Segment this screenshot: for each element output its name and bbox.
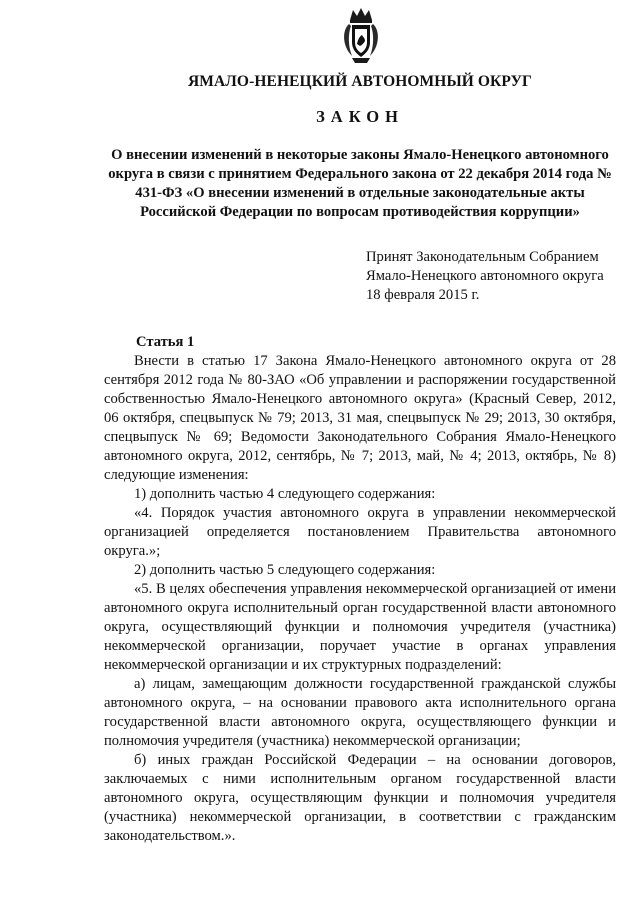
article-heading: Статья 1	[136, 334, 195, 350]
adoption-line-1: Принят Законодательным Собранием	[366, 249, 599, 265]
article-paragraph: «4. Порядок участия автономного округа в управлении некоммерческой организацией определяется постановлением Правительства автономного округа.»;	[104, 505, 616, 559]
adoption-date: 18 февраля 2015 г.	[366, 287, 480, 303]
article-paragraph: 2) дополнить частью 5 следующего содержания:	[134, 562, 436, 578]
article-body	[104, 352, 616, 846]
coat-of-arms-icon	[340, 6, 382, 64]
law-title: О внесении изменений в некоторые законы Ямало-Ненецкого автономного округа в связи с принятием Федерального закона от 22 декабря 2014 года № 431-ФЗ «О внесении изменений в отдельные законодательные акты Российской Федерации по вопросам противодействия коррупции»	[108, 147, 612, 220]
adoption-line-2: Ямало-Ненецкого автономного округа	[366, 268, 604, 284]
article-paragraph: 1) дополнить частью 4 следующего содержания:	[134, 486, 436, 502]
article-paragraph: Внести в статью 17 Закона Ямало-Ненецкого автономного округа от 28 сентября 2012 года № 80-ЗАО «Об управлении и распоряжении государственной собственностью Ямало-Ненецкого автономного округа» (Красный Север, 2012, 06 октября, спецвыпуск № 79; 2013, 31 мая, спецвыпуск № 29; 2013, 30 октября, спецвыпуск № 69; Ведомости Законодательного Собрания Ямало-Ненецкого автономного округа, 2012, сентябрь, № 7; 2013, май, № 4; 2013, октябрь, № 8) следующие изменения:	[104, 353, 616, 483]
document-type: ЗАКОН	[316, 107, 404, 126]
article-paragraph: а) лицам, замещающим должности государственной гражданской службы автономного округа, – на основании правового акта исполнительного органа государственной власти автономного округа, осуществляющего функции и полномочия учредителя (участника) некоммерческой организации;	[104, 676, 616, 749]
article-paragraph: б) иных граждан Российской Федерации – на основании договоров, заключаемых с ними исполнительным органом государственной власти автономного округа, осуществляющим функции и полномочия учредителя (участника) некоммерческой организации, в соответствии с гражданским законодательством.».	[104, 752, 616, 844]
article-paragraph: «5. В целях обеспечения управления некоммерческой организацией от имени автономного округа исполнительный орган государственной власти автономного округа, осуществляющий функции и полномочия учредителя (участника) некоммерческой организации, поручает участие в органах управления некоммерческой организации и их структурных подразделений:	[104, 581, 616, 673]
adoption-note	[366, 248, 604, 305]
region-name: ЯМАЛО-НЕНЕЦКИЙ АВТОНОМНЫЙ ОКРУГ	[187, 73, 533, 90]
